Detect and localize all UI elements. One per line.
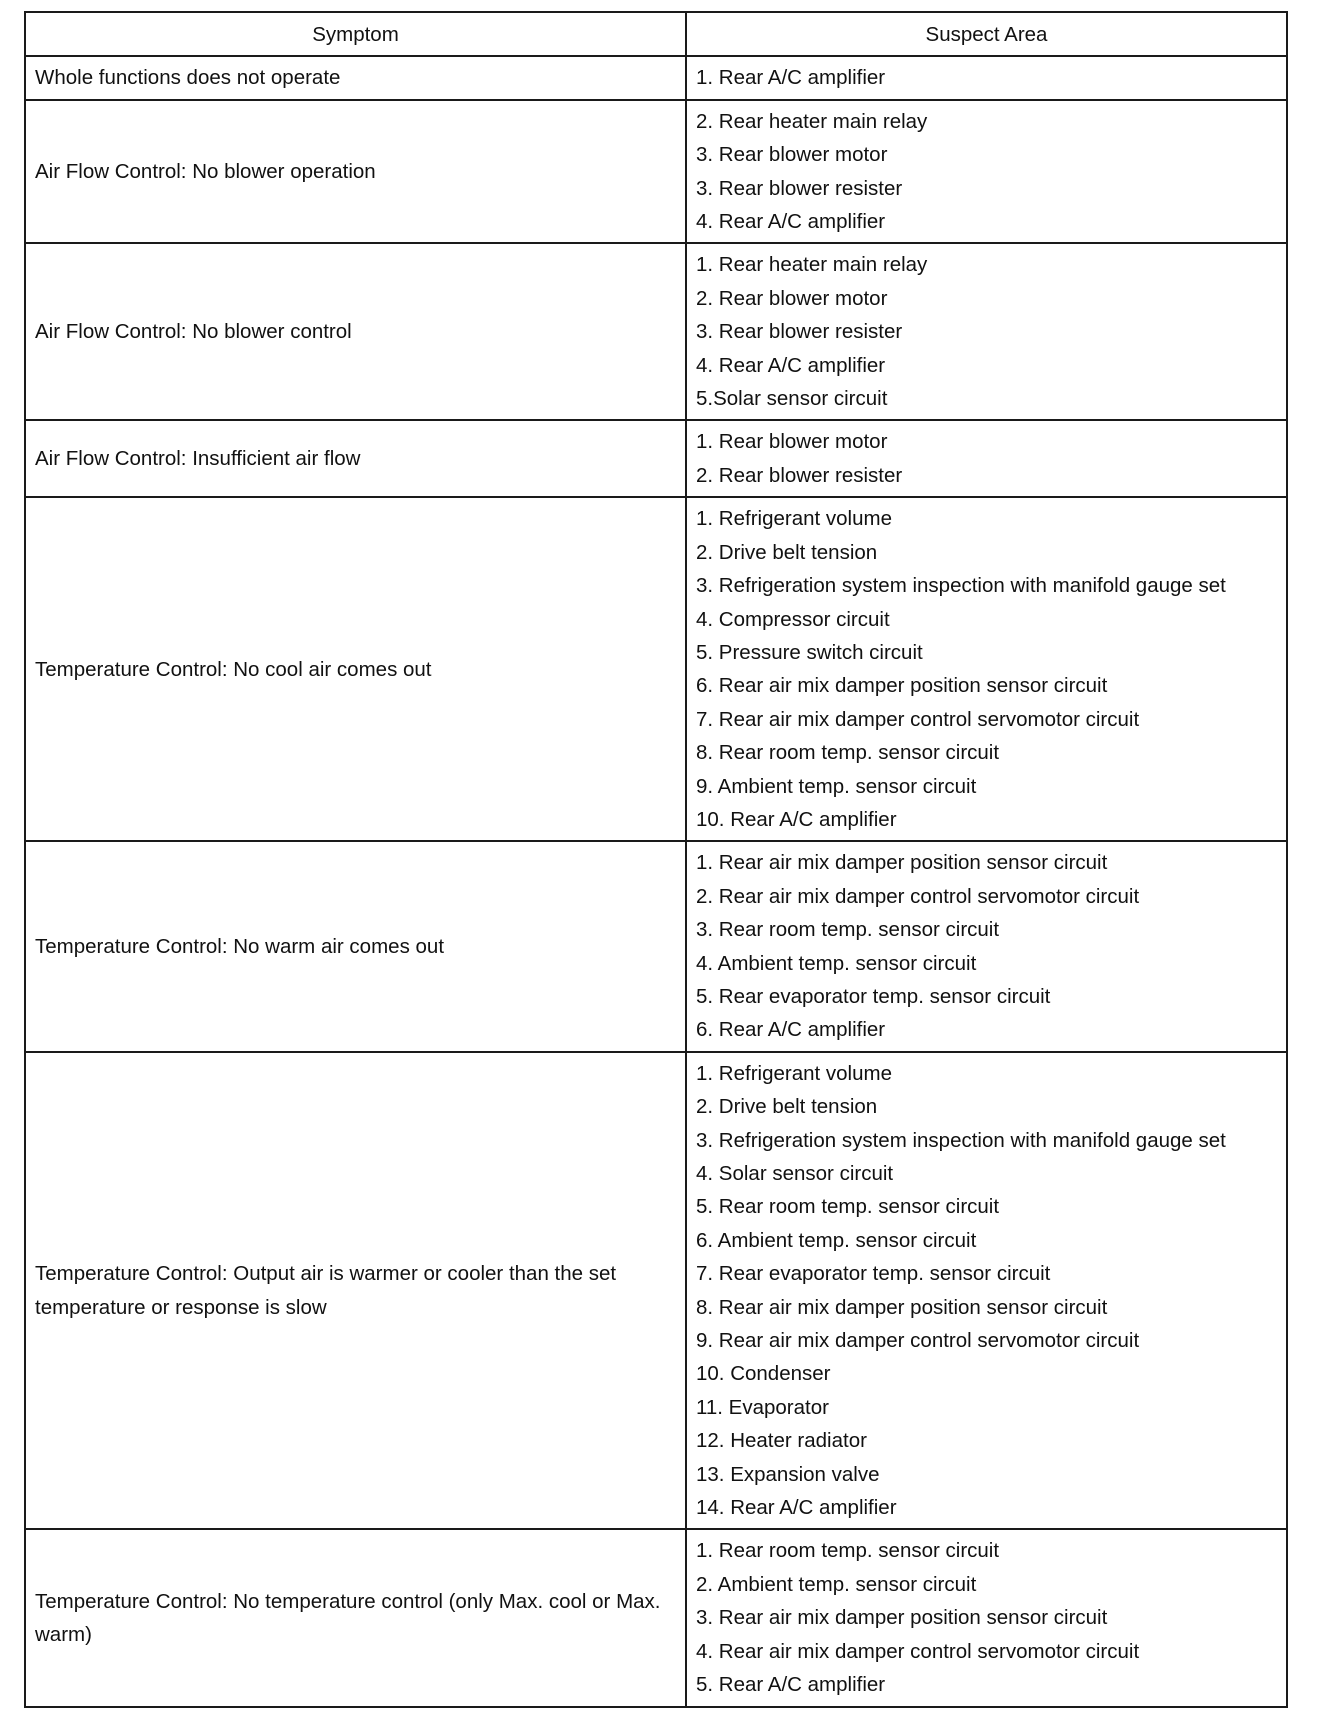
- suspect-area-cell: [686, 1529, 1287, 1706]
- suspect-area-item: 7. Rear evaporator temp. sensor circuit: [696, 1262, 1051, 1286]
- suspect-area-item: 2. Drive belt tension: [696, 1095, 878, 1119]
- suspect-area-item: 5. Rear A/C amplifier: [696, 1673, 886, 1697]
- suspect-area-item: 3. Rear blower resister: [696, 176, 903, 200]
- suspect-area-item: 2. Rear air mix damper control servomotor circuit: [696, 884, 1140, 908]
- suspect-area-cell: [686, 497, 1287, 841]
- suspect-area-cell: [686, 56, 1287, 99]
- suspect-area-item: 2. Rear blower resister: [696, 463, 903, 487]
- suspect-area-item: 3. Refrigeration system inspection with manifold gauge set: [696, 574, 1226, 598]
- suspect-area-item: 3. Rear blower motor: [696, 143, 888, 167]
- symptom-header: Symptom: [25, 12, 686, 56]
- suspect-area-item: 4. Rear A/C amplifier: [696, 353, 886, 377]
- table-row: [25, 841, 1287, 1051]
- table-row: [25, 1052, 1287, 1530]
- suspect-area-item: 10. Rear A/C amplifier: [696, 807, 897, 831]
- suspect-area-item: 1. Rear A/C amplifier: [696, 66, 886, 90]
- suspect-area-item: 10. Condenser: [696, 1362, 831, 1386]
- suspect-area-item: 5.Solar sensor circuit: [696, 387, 888, 411]
- suspect-area-item: 7. Rear air mix damper control servomotor circuit: [696, 707, 1140, 731]
- suspect-area-item: 1. Refrigerant volume: [696, 507, 892, 531]
- table-row: [25, 497, 1287, 841]
- suspect-area-item: 9. Rear air mix damper control servomotor circuit: [696, 1329, 1140, 1353]
- suspect-area-item: 8. Rear room temp. sensor circuit: [696, 741, 1000, 765]
- table-row: [25, 1529, 1287, 1706]
- suspect-area-item: 4. Ambient temp. sensor circuit: [696, 951, 977, 975]
- suspect-area-item: 4. Rear A/C amplifier: [696, 210, 886, 234]
- symptom-cell: Air Flow Control: No blower control: [25, 243, 686, 420]
- symptom-cell: Air Flow Control: No blower operation: [25, 100, 686, 244]
- suspect-area-item: 2. Rear heater main relay: [696, 109, 928, 133]
- table-row: [25, 56, 1287, 99]
- table-row: [25, 100, 1287, 244]
- troubleshooting-table: [24, 11, 1288, 1708]
- suspect-area-header: Suspect Area: [686, 12, 1287, 56]
- suspect-area-item: 8. Rear air mix damper position sensor circuit: [696, 1295, 1108, 1319]
- suspect-area-item: 1. Refrigerant volume: [696, 1061, 892, 1085]
- symptom-cell: Temperature Control: No cool air comes out: [25, 497, 686, 841]
- suspect-area-item: 11. Evaporator: [696, 1395, 829, 1419]
- suspect-area-item: 6. Ambient temp. sensor circuit: [696, 1228, 977, 1252]
- suspect-area-item: 1. Rear heater main relay: [696, 253, 928, 277]
- suspect-area-item: 14. Rear A/C amplifier: [696, 1496, 897, 1520]
- header-row: [25, 12, 1287, 56]
- suspect-area-item: 1. Rear blower motor: [696, 430, 888, 454]
- symptom-cell: Temperature Control: No temperature control (only Max. cool or Max. warm): [25, 1529, 686, 1706]
- suspect-area-item: 12. Heater radiator: [696, 1429, 867, 1453]
- suspect-area-item: 5. Rear room temp. sensor circuit: [696, 1195, 1000, 1219]
- symptom-cell: Whole functions does not operate: [25, 56, 686, 99]
- suspect-area-item: 2. Drive belt tension: [696, 540, 878, 564]
- suspect-area-item: 3. Rear blower resister: [696, 320, 903, 344]
- symptom-cell: Temperature Control: Output air is warmer or cooler than the set temperature or response is slow: [25, 1052, 686, 1530]
- suspect-area-cell: [686, 841, 1287, 1051]
- table-row: [25, 420, 1287, 497]
- suspect-area-cell: [686, 243, 1287, 420]
- suspect-area-item: 1. Rear room temp. sensor circuit: [696, 1539, 1000, 1563]
- symptom-cell: Air Flow Control: Insufficient air flow: [25, 420, 686, 497]
- suspect-area-item: 3. Rear air mix damper position sensor circuit: [696, 1606, 1108, 1630]
- suspect-area-item: 6. Rear A/C amplifier: [696, 1018, 886, 1042]
- suspect-area-item: 1. Rear air mix damper position sensor circuit: [696, 851, 1108, 875]
- symptom-cell: Temperature Control: No warm air comes out: [25, 841, 686, 1051]
- suspect-area-item: 4. Rear air mix damper control servomotor circuit: [696, 1639, 1140, 1663]
- suspect-area-item: 2. Rear blower motor: [696, 286, 888, 310]
- suspect-area-item: 3. Rear room temp. sensor circuit: [696, 918, 1000, 942]
- suspect-area-item: 13. Expansion valve: [696, 1462, 880, 1486]
- suspect-area-item: 2. Ambient temp. sensor circuit: [696, 1572, 977, 1596]
- suspect-area-cell: [686, 100, 1287, 244]
- suspect-area-item: 4. Compressor circuit: [696, 607, 890, 631]
- table-row: [25, 243, 1287, 420]
- suspect-area-cell: [686, 420, 1287, 497]
- suspect-area-item: 5. Rear evaporator temp. sensor circuit: [696, 984, 1051, 1008]
- suspect-area-item: 9. Ambient temp. sensor circuit: [696, 774, 977, 798]
- suspect-area-item: 3. Refrigeration system inspection with manifold gauge set: [696, 1128, 1226, 1152]
- suspect-area-item: 6. Rear air mix damper position sensor circuit: [696, 674, 1108, 698]
- suspect-area-item: 4. Solar sensor circuit: [696, 1162, 894, 1185]
- suspect-area-item: 5. Pressure switch circuit: [696, 640, 923, 664]
- suspect-area-cell: [686, 1052, 1287, 1530]
- table-body: [25, 56, 1287, 1706]
